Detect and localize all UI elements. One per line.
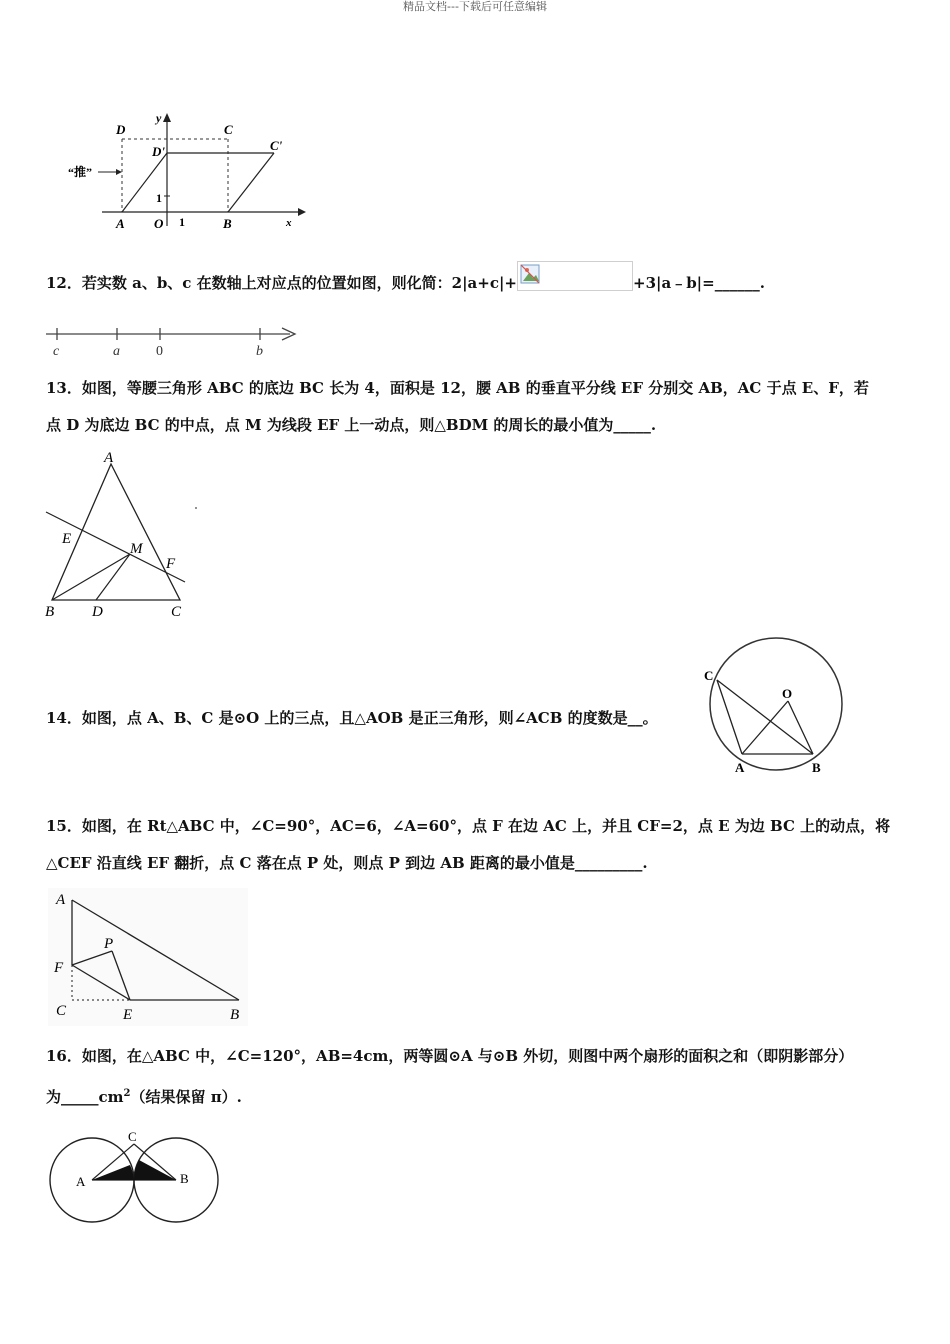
label-A: A xyxy=(116,216,125,231)
label-D: D xyxy=(92,604,103,620)
q16-line2-post: （结果保留 π）. xyxy=(130,1088,242,1106)
label-A: A xyxy=(76,1174,86,1189)
label-F: F xyxy=(54,960,64,976)
label-O: O xyxy=(154,216,164,231)
q15-line2: △CEF 沿直线 EF 翻折，点 C 落在点 P 处，则点 P 到边 AB 距离的最小值是_________. xyxy=(46,854,648,872)
label-A: A xyxy=(56,892,66,908)
figure-number-line xyxy=(44,322,302,358)
question-15 xyxy=(46,808,906,882)
label-A: A xyxy=(104,450,114,466)
page-header: 精品文档---下载后可任意编辑 xyxy=(403,0,547,13)
q14-text: 14．如图，点 A、B、C 是⊙O 上的三点，且△AOB 是正三角形，则∠ACB 的度数是__。 xyxy=(46,709,658,727)
q16-superscript: 2 xyxy=(123,1088,131,1099)
label-y: y xyxy=(156,111,162,125)
figure-right-triangle-fold xyxy=(48,888,248,1026)
label-M: M xyxy=(130,541,143,557)
label-C: C xyxy=(56,1003,67,1019)
label-C: C xyxy=(704,668,714,683)
q15-line1: 15．如图，在 Rt△ABC 中，∠C=90°，AC=6，∠A=60°，点 F 在边 AC 上，并且 CF=2，点 E 为边 BC 上的动点，将 xyxy=(46,817,891,835)
label-A: A xyxy=(735,760,745,775)
label-P: P xyxy=(104,936,114,952)
label-a: a xyxy=(113,344,120,358)
broken-image-icon xyxy=(517,261,633,291)
label-B: B xyxy=(45,604,55,620)
label-C-prime: C' xyxy=(270,138,283,153)
line-EF xyxy=(46,512,185,582)
label-b: b xyxy=(256,344,263,358)
figure-isosceles-triangle xyxy=(40,446,210,624)
figure-tangent-circles xyxy=(44,1130,224,1230)
label-D: D xyxy=(116,122,126,137)
question-12 xyxy=(46,265,906,302)
figure-circle-triangle xyxy=(698,632,850,776)
label-push: “推” xyxy=(68,165,93,179)
side-BC' xyxy=(228,153,274,212)
figure-coordinate-parallelogram xyxy=(60,108,310,233)
label-c: c xyxy=(53,344,60,358)
label-D-prime: D' xyxy=(152,144,165,159)
label-C: C xyxy=(171,604,182,620)
y-axis-arrow xyxy=(163,113,171,122)
x-axis-arrow xyxy=(298,208,306,216)
label-B: B xyxy=(180,1171,189,1186)
label-C: C xyxy=(224,122,233,137)
label-B: B xyxy=(812,760,821,775)
q16-line1: 16．如图，在△ABC 中，∠C=120°，AB=4cm，两等圆⊙A 与⊙B 外切，则图中两个扇形的面积之和（即阴影部分） xyxy=(46,1047,854,1065)
label-C: C xyxy=(128,1130,137,1144)
question-13 xyxy=(46,370,906,444)
q13-line1: 13．如图，等腰三角形 ABC 的底边 BC 长为 4，面积是 12，腰 AB 的垂直平分线 EF 分别交 AB，AC 于点 E、F，若 xyxy=(46,379,869,397)
label-B: B xyxy=(223,216,232,231)
label-x: x xyxy=(286,217,292,229)
shaded-sector-b xyxy=(134,1160,176,1180)
question-16 xyxy=(46,1038,906,1116)
shaded-sector-a xyxy=(92,1165,134,1180)
label-F: F xyxy=(166,556,176,572)
label-E: E xyxy=(123,1007,133,1023)
label-0: 0 xyxy=(156,344,163,358)
label-O: O xyxy=(782,686,793,701)
label-one-y: 1 xyxy=(156,191,162,205)
label-E: E xyxy=(62,531,72,547)
label-one-x: 1 xyxy=(179,215,185,229)
q13-line2: 点 D 为底边 BC 的中点，点 M 为线段 EF 上一动点，则△BDM 的周长的最小值为_____. xyxy=(46,416,657,434)
q12-text-before: 12．若实数 a、b、c 在数轴上对应点的位置如图，则化简：2|a+c|+ xyxy=(46,274,518,292)
q12-text-after: +3|a﹣b|=______. xyxy=(633,274,765,292)
label-B: B xyxy=(230,1007,240,1023)
q16-line2-pre: 为_____cm xyxy=(46,1088,124,1106)
